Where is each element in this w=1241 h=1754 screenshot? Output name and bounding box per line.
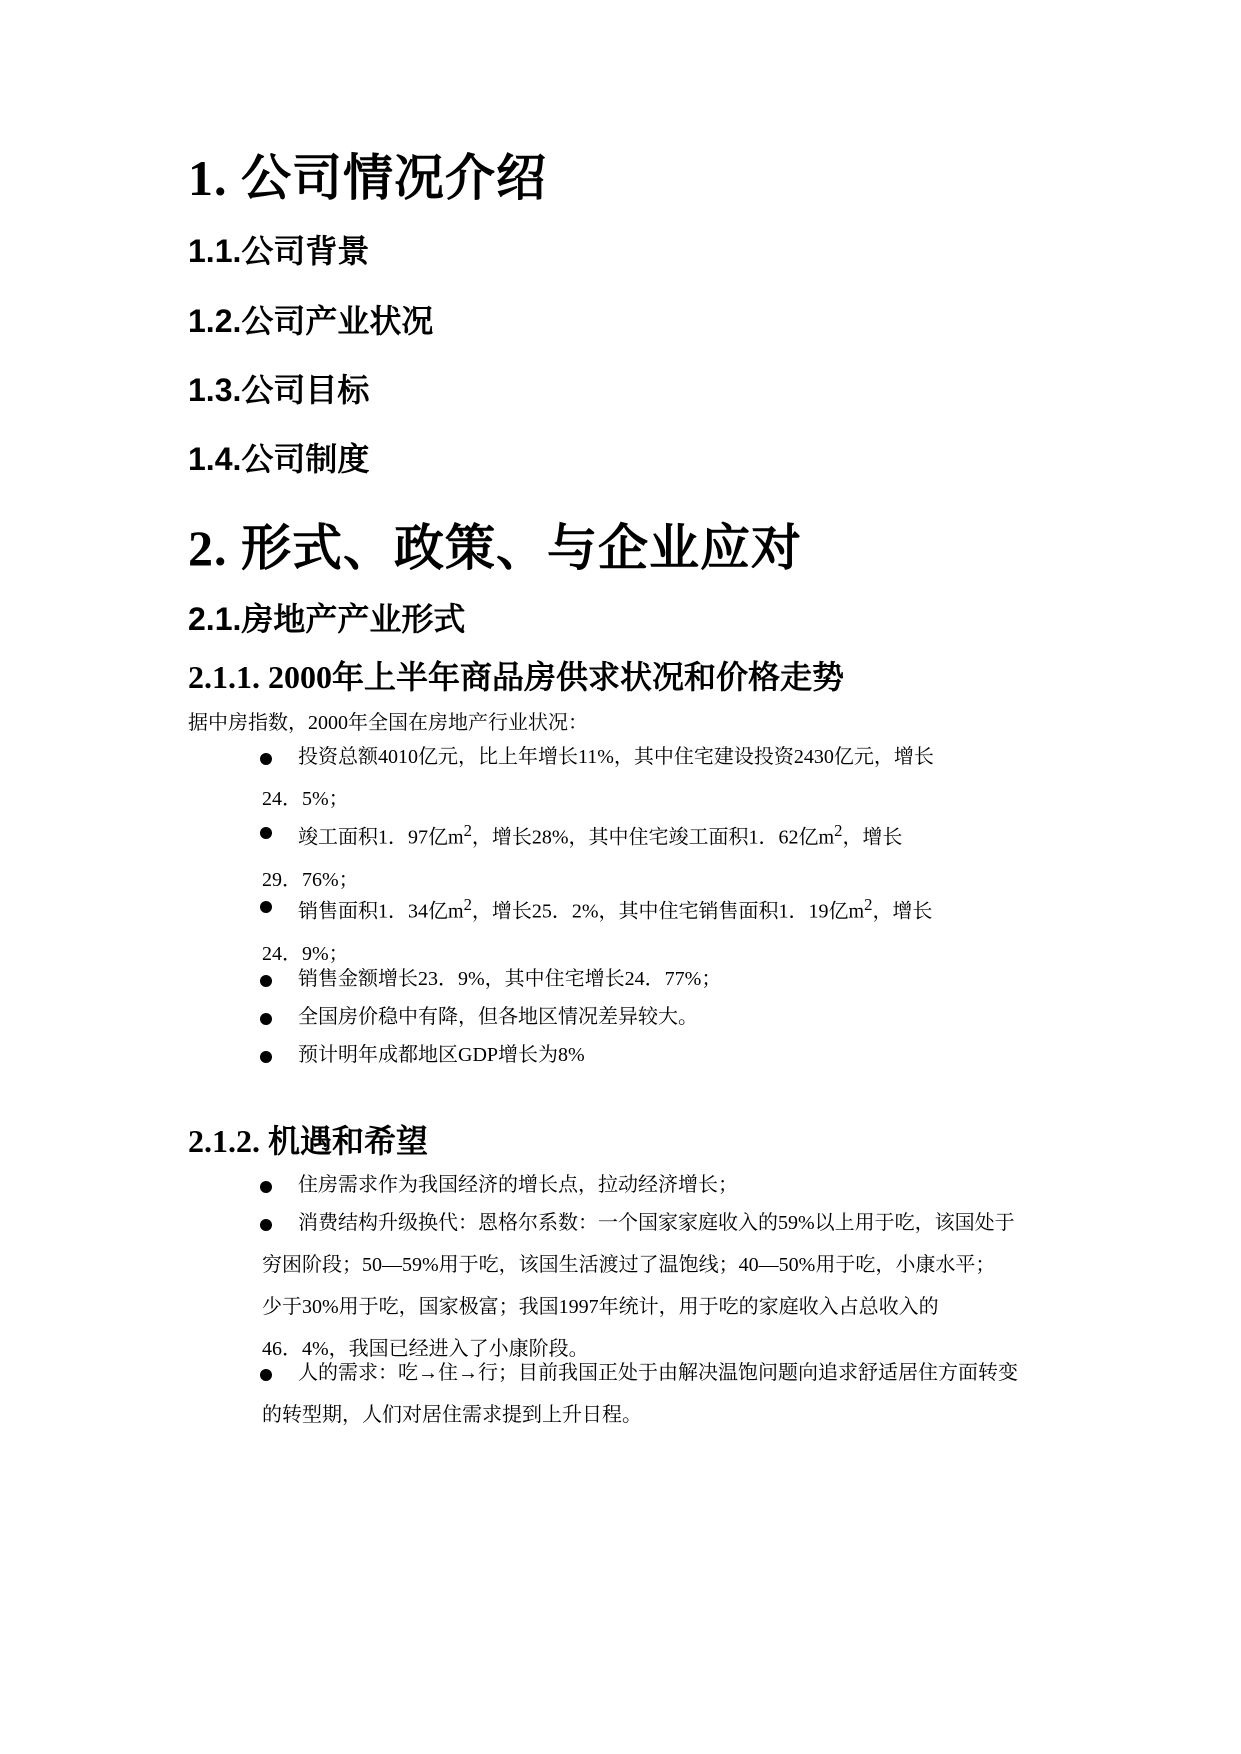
subsection-number: 1.4. [188, 441, 242, 477]
list-item-text: 竣工面积1．97亿$m^2$，增长28%，其中住宅竣工面积1．62亿$m^2$，增长 29．76%； [262, 821, 903, 891]
subsection-heading [188, 594, 465, 640]
list-item [258, 1202, 1048, 1370]
list-item-text: 预计明年成都地区GDP增长为8% [298, 1044, 585, 1066]
list-item-text: 销售面积1．34亿$m^2$，增长25．2%，其中住宅销售面积1．19亿$m^2$，增长 24．9%； [262, 895, 933, 965]
subsection-title: 公司目标 [241, 372, 370, 408]
list-item-text: 消费结构升级换代：恩格尔系数：一个国家家庭收入的59%以上用于吃，该国处于 穷困阶段；50—59%用于吃，该国生活渡过了温饱线；40—50%用于吃，小康水平； 少于30%用于吃，国家极富；我国1997年统计，用于吃的家庭收入占总收入的 46．4%，我国已经进入了小康阶段。 [262, 1212, 1015, 1360]
subsection-number: 1.3. [188, 372, 242, 408]
list-item [258, 996, 1048, 1038]
list-item [258, 1034, 1048, 1076]
list-item-text: 投资总额4010亿元，比上年增长11%，其中住宅建设投资2430亿元，增长 24．5%； [262, 746, 934, 810]
subsection-heading [188, 434, 369, 480]
subsection-heading [188, 296, 433, 342]
subsubsection-title: 机遇和希望 [268, 1123, 429, 1159]
section-number: 2. [188, 520, 228, 576]
bullet-icon [260, 753, 272, 765]
list-item-text: 销售金额增长23．9%，其中住宅增长24．77%； [298, 968, 722, 990]
intro-paragraph: 据中房指数，2000年全国在房地产行业状况： [188, 712, 588, 734]
bullet-icon [260, 975, 272, 987]
bullet-icon [260, 901, 272, 913]
list-item [258, 736, 1048, 820]
bullet-icon [260, 1219, 272, 1231]
subsection-heading [188, 365, 369, 411]
list-item-text: 人的需求：吃→住→行；目前我国正处于由解决温饱问题向追求舒适居住方面转变 的转型期，人们对居住需求提到上升日程。 [262, 1362, 1018, 1426]
subsection-number: 1.2. [188, 303, 242, 339]
list-item [258, 958, 1048, 1000]
subsubsection-heading [188, 652, 844, 698]
subsection-title: 公司产业状况 [241, 303, 434, 339]
subsection-number: 1.1. [188, 233, 242, 269]
subsubsection-title: 2000年上半年商品房供求状况和价格走势 [268, 659, 845, 695]
section-heading [188, 508, 802, 580]
section-title: 公司情况介绍 [241, 150, 547, 206]
subsubsection-heading [188, 1116, 428, 1162]
section-title: 形式、政策、与企业应对 [241, 520, 802, 576]
section-heading [188, 138, 547, 210]
subsection-title: 公司制度 [241, 441, 370, 477]
subsection-number: 2.1. [188, 601, 242, 637]
subsection-title: 公司背景 [241, 233, 370, 269]
section-number: 1. [188, 150, 228, 206]
bullet-icon [260, 1369, 272, 1381]
subsubsection-number: 2.1.1. [188, 659, 260, 695]
list-item [258, 1352, 1048, 1436]
bullet-icon [260, 1051, 272, 1063]
subsection-heading [188, 226, 369, 272]
bullet-icon [260, 1013, 272, 1025]
list-item-text: 全国房价稳中有降，但各地区情况差异较大。 [298, 1006, 698, 1028]
bullet-icon [260, 827, 272, 839]
list-item [258, 1164, 1048, 1206]
bullet-icon [260, 1181, 272, 1193]
subsection-title: 房地产产业形式 [241, 601, 466, 637]
subsubsection-number: 2.1.2. [188, 1123, 260, 1159]
list-item-text: 住房需求作为我国经济的增长点，拉动经济增长； [298, 1174, 738, 1196]
